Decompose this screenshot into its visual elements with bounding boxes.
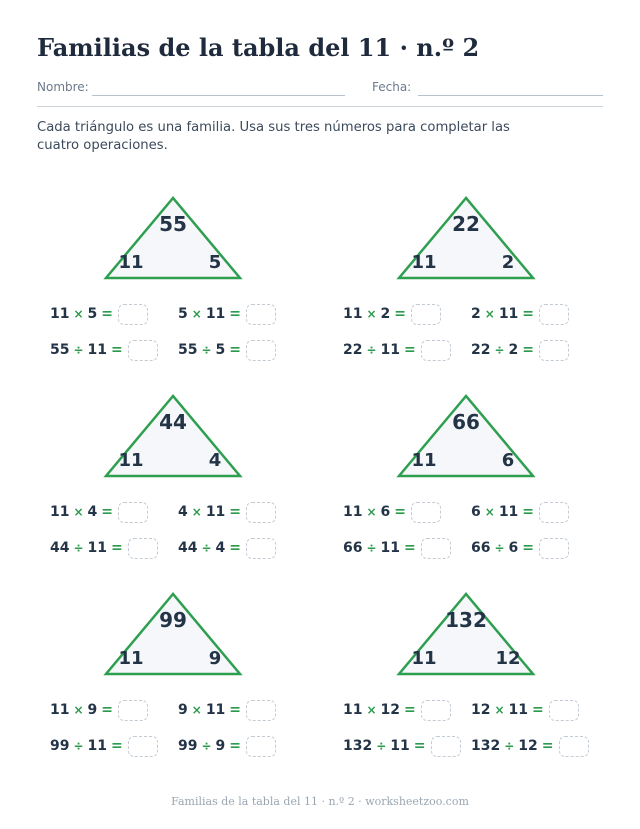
equals-sign: =: [111, 342, 123, 358]
left-operand: 11: [343, 702, 363, 718]
family-factor-a: 11: [411, 450, 437, 471]
left-operand: 11: [50, 702, 70, 718]
equals-sign: =: [111, 738, 123, 754]
multiplication-row: [343, 302, 441, 326]
answer-box[interactable]: [118, 700, 148, 721]
right-operand: 9: [87, 702, 98, 718]
division-row: [343, 338, 451, 362]
name-line: [92, 95, 345, 96]
equals-sign: =: [394, 306, 407, 322]
answer-box[interactable]: [421, 700, 451, 721]
left-operand: 4: [178, 504, 188, 520]
multiply-sign: ×: [191, 505, 202, 519]
left-operand: 11: [50, 504, 70, 520]
family-triangle: [37, 388, 337, 488]
multiplication-row: [471, 698, 579, 722]
equals-sign: =: [522, 342, 535, 358]
equals-sign: =: [229, 504, 242, 520]
right-operand: 11: [380, 540, 401, 556]
answer-box[interactable]: [431, 736, 461, 757]
equals-sign: =: [404, 540, 416, 556]
family-product: 99: [159, 608, 187, 632]
division-row: [178, 536, 276, 560]
family-factor-b: 12: [495, 648, 521, 669]
right-operand: 5: [215, 342, 226, 358]
left-operand: 55: [178, 342, 198, 358]
equals-sign: =: [111, 540, 123, 556]
multiplication-row: [471, 302, 569, 326]
answer-box[interactable]: [128, 538, 158, 559]
multiplication-row: [343, 698, 451, 722]
multiply-sign: ×: [484, 307, 495, 321]
equals-sign: =: [101, 504, 114, 520]
right-operand: 11: [390, 738, 410, 754]
answer-box[interactable]: [246, 736, 276, 757]
division-row: [178, 338, 276, 362]
right-operand: 6: [380, 504, 391, 520]
fact-family: [37, 586, 337, 776]
answer-box[interactable]: [421, 538, 451, 559]
left-operand: 6: [471, 504, 481, 520]
right-operand: 4: [215, 540, 226, 556]
right-operand: 11: [498, 504, 519, 520]
right-operand: 11: [205, 504, 226, 520]
right-operand: 4: [87, 504, 98, 520]
footer: Familias de la tabla del 11 · n.º 2 · worksheetzoo.com: [171, 795, 469, 808]
divide-sign: ÷: [201, 343, 212, 357]
equals-sign: =: [404, 702, 416, 718]
multiplication-row: [471, 500, 569, 524]
left-operand: 55: [50, 342, 70, 358]
answer-box[interactable]: [246, 340, 276, 361]
left-operand: 2: [471, 306, 481, 322]
multiply-sign: ×: [191, 307, 202, 321]
worksheet-title: Familias de la tabla del 11 · n.º 2: [37, 33, 480, 62]
multiplication-row: [343, 500, 441, 524]
multiply-sign: ×: [494, 703, 505, 717]
left-operand: 132: [471, 738, 501, 754]
divide-sign: ÷: [73, 739, 84, 753]
instructions: Cada triángulo es una familia. Usa sus tres números para completar las cuatro operaciones.: [37, 120, 510, 153]
divide-sign: ÷: [366, 541, 377, 555]
family-factor-b: 4: [208, 450, 222, 471]
multiply-sign: ×: [73, 703, 84, 717]
fact-family: [330, 586, 630, 776]
right-operand: 11: [508, 702, 529, 718]
equals-sign: =: [101, 306, 114, 322]
fact-family: [330, 190, 630, 380]
right-operand: 5: [87, 306, 98, 322]
multiply-sign: ×: [366, 307, 377, 321]
name-label: Nombre:: [37, 80, 89, 94]
answer-box[interactable]: [549, 700, 579, 721]
answer-box[interactable]: [246, 502, 276, 523]
family-factor-b: 5: [208, 252, 222, 273]
multiply-sign: ×: [366, 703, 377, 717]
multiplication-row: [50, 500, 148, 524]
equals-sign: =: [229, 540, 242, 556]
left-operand: 99: [50, 738, 70, 754]
divide-sign: ÷: [73, 343, 84, 357]
fact-family: [37, 388, 337, 578]
right-operand: 11: [87, 540, 108, 556]
equals-sign: =: [394, 504, 407, 520]
right-operand: 9: [215, 738, 226, 754]
right-operand: 2: [508, 342, 519, 358]
family-factor-b: 9: [208, 648, 222, 669]
right-operand: 12: [380, 702, 401, 718]
answer-box[interactable]: [539, 502, 569, 523]
answer-box[interactable]: [246, 304, 276, 325]
right-operand: 11: [380, 342, 401, 358]
left-operand: 11: [343, 504, 363, 520]
family-product: 66: [452, 410, 480, 434]
equals-sign: =: [101, 702, 114, 718]
multiply-sign: ×: [191, 703, 202, 717]
division-row: [471, 536, 569, 560]
family-triangle: [330, 388, 630, 488]
equals-sign: =: [229, 702, 242, 718]
equals-sign: =: [229, 342, 242, 358]
left-operand: 11: [50, 306, 70, 322]
family-triangle: [330, 586, 630, 686]
date-label: Fecha:: [372, 80, 412, 94]
equals-sign: =: [229, 306, 242, 322]
left-operand: 132: [343, 738, 373, 754]
left-operand: 66: [343, 540, 363, 556]
answer-box[interactable]: [539, 538, 569, 559]
answer-box[interactable]: [559, 736, 589, 757]
division-row: [178, 734, 276, 758]
family-factor-a: 11: [411, 252, 437, 273]
multiplication-row: [50, 302, 148, 326]
division-row: [471, 338, 569, 362]
right-operand: 11: [205, 306, 226, 322]
family-factor-a: 11: [118, 450, 144, 471]
family-product: 44: [159, 410, 187, 434]
answer-box[interactable]: [411, 502, 441, 523]
division-row: [50, 536, 158, 560]
right-operand: 12: [518, 738, 538, 754]
divide-sign: ÷: [494, 343, 505, 357]
right-operand: 2: [380, 306, 391, 322]
family-triangle: [37, 586, 337, 686]
family-triangle: [37, 190, 337, 290]
equals-sign: =: [522, 540, 535, 556]
divide-sign: ÷: [201, 541, 212, 555]
family-factor-a: 11: [118, 252, 144, 273]
equals-sign: =: [532, 702, 544, 718]
equals-sign: =: [413, 738, 426, 754]
division-row: [50, 734, 158, 758]
multiplication-row: [178, 302, 276, 326]
family-factor-b: 6: [501, 450, 515, 471]
left-operand: 22: [343, 342, 363, 358]
right-operand: 11: [205, 702, 226, 718]
divide-sign: ÷: [201, 739, 212, 753]
divide-sign: ÷: [376, 739, 387, 753]
equals-sign: =: [522, 306, 535, 322]
answer-box[interactable]: [246, 538, 276, 559]
left-operand: 22: [471, 342, 491, 358]
family-factor-a: 11: [411, 648, 437, 669]
equals-sign: =: [229, 738, 242, 754]
multiply-sign: ×: [73, 505, 84, 519]
divide-sign: ÷: [504, 739, 515, 753]
right-operand: 6: [508, 540, 519, 556]
right-operand: 11: [498, 306, 519, 322]
family-factor-b: 2: [501, 252, 515, 273]
multiply-sign: ×: [484, 505, 495, 519]
left-operand: 9: [178, 702, 188, 718]
division-row: [50, 338, 158, 362]
divide-sign: ÷: [494, 541, 505, 555]
multiplication-row: [178, 698, 276, 722]
family-product: 22: [452, 212, 480, 236]
left-operand: 12: [471, 702, 491, 718]
answer-box[interactable]: [128, 340, 158, 361]
answer-box[interactable]: [421, 340, 451, 361]
multiply-sign: ×: [73, 307, 84, 321]
family-product: 55: [159, 212, 187, 236]
date-line: [418, 95, 603, 96]
multiplication-row: [178, 500, 276, 524]
header-divider: [37, 106, 603, 107]
divide-sign: ÷: [73, 541, 84, 555]
answer-box[interactable]: [118, 304, 148, 325]
division-row: [343, 536, 451, 560]
division-row: [343, 734, 461, 758]
left-operand: 99: [178, 738, 198, 754]
left-operand: 5: [178, 306, 188, 322]
answer-box[interactable]: [539, 340, 569, 361]
multiply-sign: ×: [366, 505, 377, 519]
family-triangle: [330, 190, 630, 290]
family-product: 132: [445, 608, 487, 632]
multiplication-row: [50, 698, 148, 722]
equals-sign: =: [404, 342, 416, 358]
right-operand: 11: [87, 738, 108, 754]
division-row: [471, 734, 589, 758]
answer-box[interactable]: [411, 304, 441, 325]
divide-sign: ÷: [366, 343, 377, 357]
equals-sign: =: [541, 738, 554, 754]
left-operand: 44: [178, 540, 198, 556]
right-operand: 11: [87, 342, 108, 358]
family-factor-a: 11: [118, 648, 144, 669]
answer-box[interactable]: [128, 736, 158, 757]
left-operand: 66: [471, 540, 491, 556]
answer-box[interactable]: [246, 700, 276, 721]
left-operand: 44: [50, 540, 70, 556]
left-operand: 11: [343, 306, 363, 322]
fact-family: [37, 190, 337, 380]
answer-box[interactable]: [539, 304, 569, 325]
equals-sign: =: [522, 504, 535, 520]
answer-box[interactable]: [118, 502, 148, 523]
fact-family: [330, 388, 630, 578]
